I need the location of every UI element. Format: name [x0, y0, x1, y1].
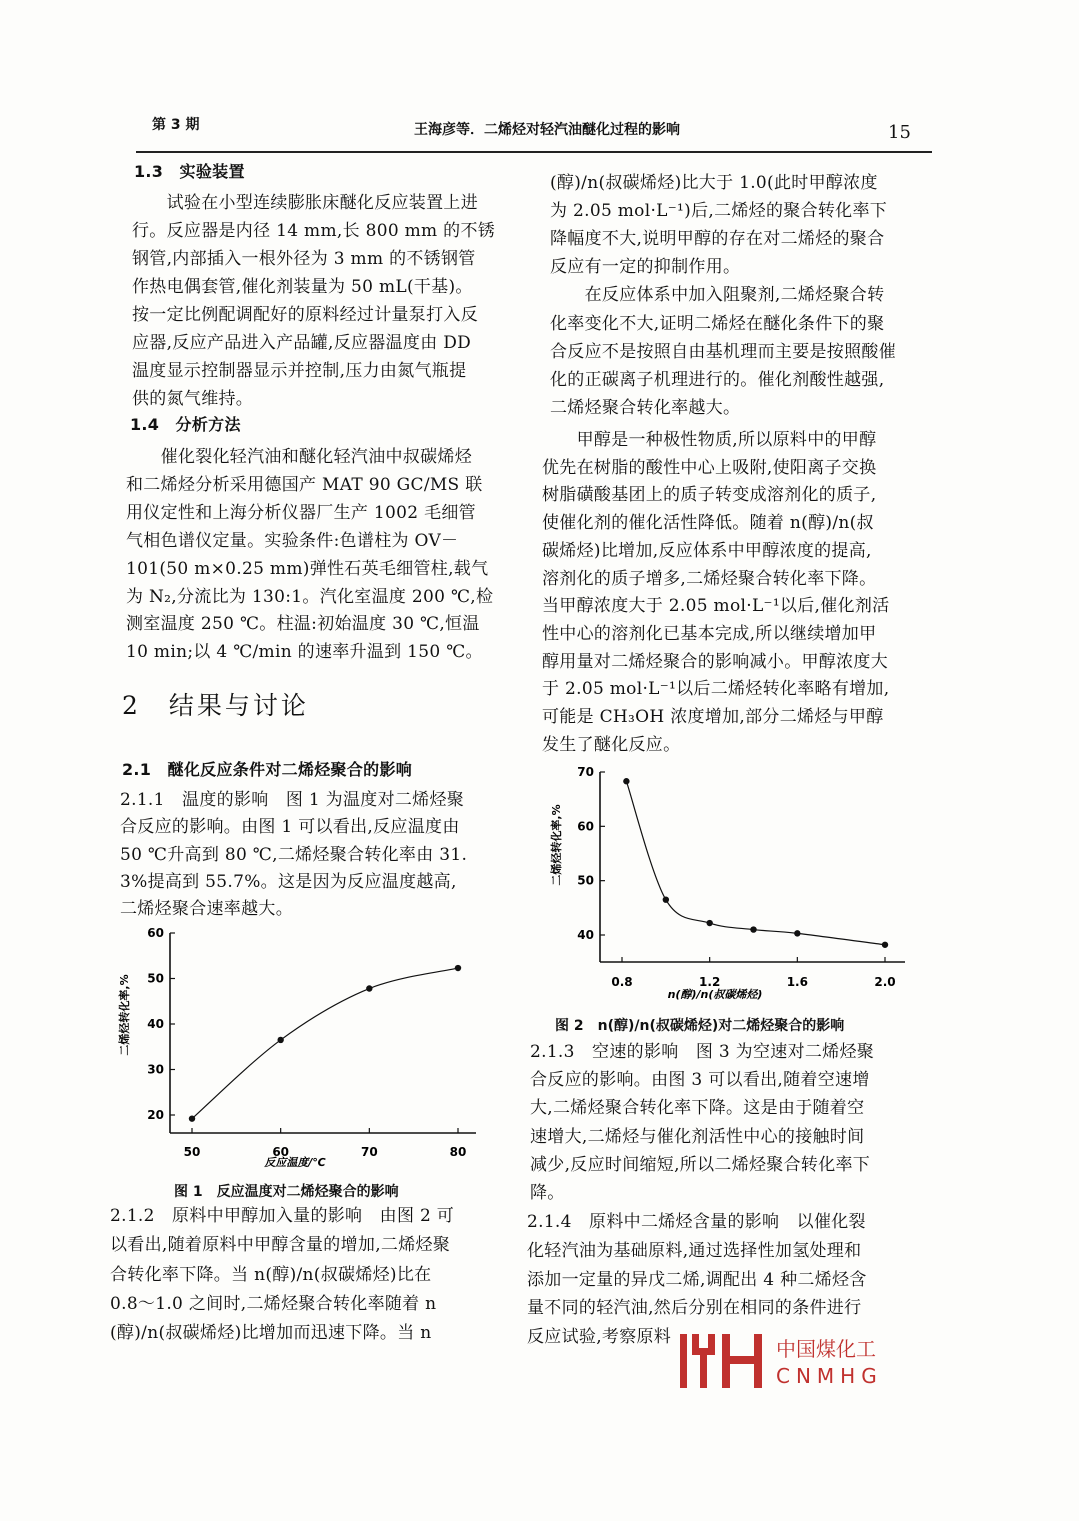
text-line: 为 2.05 mol·L⁻¹)后,二烯烃的聚合转化率下 [550, 201, 888, 222]
data-point [663, 896, 669, 902]
text-line: 树脂磺酸基团上的质子转变成溶剂化的质子, [542, 485, 877, 506]
text-line: 温度显示控制器显示并控制,压力由氮气瓶提 [132, 361, 467, 381]
data-point [882, 942, 888, 948]
section-1-4-heading: 1.4 分析方法 [130, 415, 241, 434]
y-axis-label: 二烯烃转化率,% [118, 974, 131, 1056]
text-line: 3%提高到 55.7%。这是因为反应温度越高, [120, 871, 457, 892]
x-tick-label: 60 [272, 1145, 290, 1159]
text-line: 化的正碳离子机理进行的。催化剂酸性越强, [550, 369, 885, 390]
text-line: 二烯烃聚合速率越大。 [120, 899, 293, 920]
watermark-cn: 中国煤化工 [776, 1337, 876, 1361]
text-line: 性中心的溶剂化已基本完成,所以继续增加甲 [542, 623, 877, 644]
x-axis-label: n(醇)/n(叔碳烯烃) [667, 988, 763, 1001]
text-line: 降。 [530, 1183, 565, 1203]
x-tick-label: 2.0 [874, 975, 896, 989]
x-tick-label: 1.6 [786, 975, 808, 989]
x-tick-label: 1.2 [699, 975, 721, 989]
section-1-3-heading: 1.3 实验装置 [134, 162, 245, 181]
y-tick-label: 50 [577, 873, 594, 888]
text-line: 化率变化不大,证明二烯烃在醚化条件下的聚 [550, 313, 885, 334]
text-line: 降幅度不大,说明甲醇的存在对二烯烃的聚合 [550, 229, 885, 250]
figure-2-caption: 图 2 n(醇)/n(叔碳烯烃)对二烯烃聚合的影响 [555, 1018, 845, 1034]
y-tick-label: 40 [577, 928, 594, 942]
data-point [277, 1037, 283, 1043]
text-line: 以看出,随着原料中甲醇含量的增加,二烯烃聚 [110, 1235, 451, 1256]
y-tick-label: 70 [577, 765, 594, 779]
data-point [189, 1115, 195, 1121]
text-line: 合转化率下降。当 n(醇)/n(叔碳烯烃)比在 [110, 1264, 432, 1285]
text-line: 50 ℃升高到 80 ℃,二烯烃聚合转化率由 31. [120, 844, 468, 865]
text-line: 可能是 CH₃OH 浓度增加,部分二烯烃与甲醇 [542, 707, 884, 727]
text-line: 醇用量对二烯烃聚合的影响减小。甲醇浓度大 [542, 651, 888, 672]
y-tick-label: 30 [147, 1062, 164, 1077]
text-line: 供的氮气维持。 [132, 389, 254, 409]
text-line: (醇)/n(叔碳烯烃)比增加而迅速下降。当 n [110, 1323, 432, 1344]
text-line: 优先在树脂的酸性中心上吸附,使阳离子交换 [542, 457, 877, 478]
y-tick-label: 60 [147, 926, 164, 940]
data-point [455, 965, 461, 971]
text-line: 大,二烯烃聚合转化率下降。这是由于随着空 [530, 1098, 865, 1119]
data-point [623, 778, 629, 784]
text-line: 和二烯烃分析采用德国产 MAT 90 GC/MS 联 [126, 474, 483, 495]
text-line: 测室温度 250 ℃。柱温:初始温度 30 ℃,恒温 [126, 614, 480, 635]
page-number: 15 [888, 122, 911, 143]
text-line: 反应试验,考察原料 [527, 1327, 672, 1347]
y-axis-label: 二烯烃转化率,% [550, 804, 563, 886]
y-tick-label: 50 [147, 971, 164, 986]
data-point [750, 926, 756, 932]
text-line: 行。反应器是内径 14 mm,长 800 mm 的不锈 [132, 221, 496, 241]
text-line: 发生了醚化反应。 [542, 734, 681, 755]
x-tick-label: 50 [183, 1145, 201, 1159]
text-line: 按一定比例配调配好的原料经过计量泵打入反 [132, 305, 478, 325]
text-line: 用仪定性和上海分析仪器厂生产 1002 毛细管 [126, 502, 476, 523]
watermark-logo-icon [678, 1330, 768, 1390]
text-line: 0.8～1.0 之间时,二烯烃聚合转化率随着 n [110, 1293, 437, 1314]
text-line: 甲醇是一种极性物质,所以原料中的甲醇 [542, 430, 877, 450]
section-2-heading: 2 结果与讨论 [122, 691, 309, 720]
text-line: 量不同的轻汽油,然后分别在相同的条件进行 [527, 1298, 862, 1319]
text-line: 碳烯烃)比增加,反应体系中甲醇浓度的提高, [542, 540, 872, 561]
y-tick-label: 60 [577, 819, 594, 834]
issue-number: 第 3 期 [152, 117, 200, 133]
data-point [366, 985, 372, 991]
text-line: 使催化剂的催化活性降低。随着 n(醇)/n(叔 [542, 513, 874, 534]
text-line: 钢管,内部插入一根外径为 3 mm 的不锈钢管 [132, 249, 476, 269]
watermark-logo [678, 1330, 768, 1390]
text-line: 2.1.1 温度的影响 图 1 为温度对二烯烃聚 [120, 790, 465, 810]
text-line: 2.1.4 原料中二烯烃含量的影响 以催化裂 [527, 1212, 866, 1232]
y-tick-label: 40 [147, 1017, 164, 1031]
text-line: 催化裂化轻汽油和醚化轻汽油中叔碳烯烃 [126, 447, 472, 467]
text-line: 反应有一定的抑制作用。 [550, 257, 741, 278]
watermark-en: CNMHG [776, 1364, 883, 1388]
text-line: 合反应的影响。由图 1 可以看出,反应温度由 [120, 817, 460, 838]
data-point [706, 920, 712, 926]
running-title: 王海彦等．二烯烃对轻汽油醚化过程的影响 [414, 122, 680, 138]
x-axis-label: 反应温度/℃ [264, 1156, 326, 1169]
section-2-1-heading: 2.1 醚化反应条件对二烯烃聚合的影响 [122, 760, 413, 779]
x-tick-label: 80 [449, 1145, 467, 1159]
text-line: 101(50 m×0.25 mm)弹性石英毛细管柱,载气 [126, 558, 489, 579]
text-line: 作热电偶套管,催化剂装量为 50 mL(干基)。 [132, 277, 473, 297]
text-line: 2.1.3 空速的影响 图 3 为空速对二烯烃聚 [530, 1042, 875, 1062]
text-line: 气相色谱仪定量。实验条件:色谱柱为 OV－ [126, 530, 459, 551]
text-line: 合反应的影响。由图 3 可以看出,随着空速增 [530, 1070, 870, 1091]
text-line: 为 N₂,分流比为 130:1。汽化室温度 200 ℃,检 [126, 586, 494, 607]
text-line: 合反应不是按照自由基机理而主要是按照酸催 [550, 341, 896, 362]
text-line: 减少,反应时间缩短,所以二烯烃聚合转化率下 [530, 1154, 871, 1175]
text-line: 试验在小型连续膨胀床醚化反应装置上进 [132, 193, 478, 213]
text-line: 溶剂化的质子增多,二烯烃聚合转化率下降。 [542, 568, 877, 589]
data-point [794, 930, 800, 936]
text-line: 二烯烃聚合转化率越大。 [550, 397, 741, 418]
figure-1-caption: 图 1 反应温度对二烯烃聚合的影响 [174, 1184, 399, 1200]
x-tick-label: 0.8 [611, 975, 633, 989]
text-line: 2.1.2 原料中甲醇加入量的影响 由图 2 可 [110, 1206, 455, 1226]
text-line: 当甲醇浓度大于 2.05 mol·L⁻¹以后,催化剂活 [542, 596, 890, 617]
series-line [192, 968, 458, 1119]
text-line: 添加一定量的异戊二烯,调配出 4 种二烯烃含 [527, 1269, 867, 1290]
series-line [626, 781, 885, 945]
x-tick-label: 70 [360, 1145, 378, 1159]
text-line: 于 2.05 mol·L⁻¹以后二烯烃转化率略有增加, [542, 679, 890, 700]
text-line: 10 min;以 4 ℃/min 的速率升温到 150 ℃。 [126, 642, 483, 663]
text-line: 速增大,二烯烃与催化剂活性中心的接触时间 [530, 1126, 865, 1147]
y-tick-label: 20 [147, 1108, 164, 1122]
text-line: 应器,反应产品进入产品罐,反应器温度由 DD [132, 333, 472, 353]
text-line: (醇)/n(叔碳烯烃)比大于 1.0(此时甲醇浓度 [550, 173, 878, 193]
text-line: 化轻汽油为基础原料,通过选择性加氢处理和 [527, 1240, 862, 1261]
text-line: 在反应体系中加入阻聚剂,二烯烃聚合转 [550, 285, 885, 306]
